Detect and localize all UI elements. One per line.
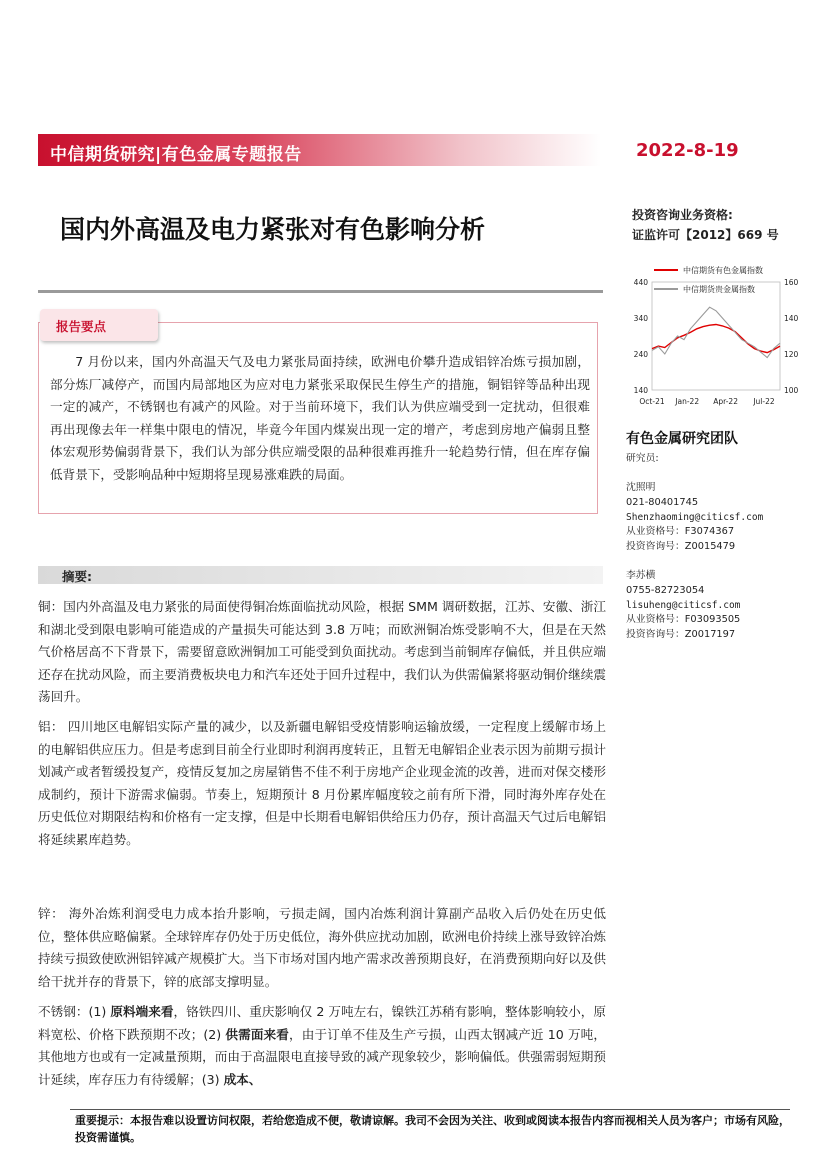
researcher-2-cert: 从业资格号：F03093505 — [626, 614, 741, 626]
key-points-tab-label: 报告要点 — [56, 319, 107, 334]
researcher-1-contact — [626, 481, 763, 555]
y-right-tick-label: 100 — [784, 386, 799, 395]
metal-index-chart — [620, 262, 810, 412]
steel-bold-3: 成本、 — [223, 1071, 262, 1087]
x-tick-label: Oct-21 — [639, 397, 665, 406]
researcher-1-phone: 021-80401745 — [626, 496, 699, 508]
abstract-header-bar — [38, 566, 603, 584]
legend-label-nonferrous: 中信期货有色金属指数 — [683, 266, 763, 275]
x-tick-label: Jul-22 — [753, 397, 775, 406]
abstract-label: 摘要: — [62, 569, 92, 584]
steel-text-2: ，铬铁四川、重庆影响仅 2 万吨左右，镍铁江苏稍有影响，整体影响较小，原料宽松、价格下跌预期不改；(2) — [38, 1004, 606, 1042]
legend-label-precious: 中信期货贵金属指数 — [683, 285, 755, 294]
y-left-tick-label: 440 — [633, 278, 648, 287]
qualification-label: 投资咨询业务资格: — [632, 208, 733, 222]
researcher-2-phone: 0755-82723054 — [626, 584, 705, 596]
plot-area — [652, 282, 780, 390]
y-left-tick-label: 240 — [633, 350, 648, 359]
y-right-tick-label: 120 — [784, 350, 799, 359]
x-tick-label: Apr-22 — [713, 397, 738, 406]
y-left-tick-label: 140 — [633, 386, 648, 395]
zinc-paragraph: 锌： 海外冶炼利润受电力成本抬升影响，亏损走阔，国内冶炼利润计算副产品收入后仍处在历史低位，整体供应略偏紧。全球锌库存仍处于历史低位，海外供应扰动加剧，欧洲电价持续上涨导致锌冶炼持续亏损致使欧洲铝锌减产规模扩大。当下市场对国内地产需求改善预期良好，在消费预期向好以及供给干扰并存的背景下，锌的底部支撑明显。 — [38, 906, 606, 989]
title-divider — [38, 290, 603, 293]
y-right-tick-label: 160 — [784, 278, 799, 287]
footer-divider — [70, 1109, 790, 1110]
steel-text-1: 不锈钢：(1) — [38, 1004, 111, 1019]
key-points-tab — [40, 309, 158, 341]
page-title: 国内外高温及电力紧张对有色影响分析 — [60, 215, 486, 244]
key-points-text: 7 月份以来，国内外高温天气及电力紧张局面持续，欧洲电价攀升造成铝锌冶炼亏损加剧，部分炼厂减停产，而国内局部地区为应对电力紧张采取保民生停生产的措施，铜铝锌等品种出现一定的减产，不锈钢也有减产的风险。对于当前环境下，我们认为供应端受到一定扰动，但很难再出现像去年一样集中限电的情况，毕竟今年国内煤炭出现一定的增产，考虑到房地产偏弱且整体宏观形势偏弱背景下，我们认为部分供应端受限的品种很难再推升一轮趋势行情，但在库存偏低背景下，受影响品种中短期将呈现易涨难跌的局面。 — [50, 354, 590, 482]
report-date: 2022-8-19 — [636, 140, 739, 161]
team-name: 有色金属研究团队 — [626, 431, 738, 447]
x-tick-label: Jan-22 — [675, 397, 700, 406]
researcher-1-cert: 从业资格号：F3074367 — [626, 526, 735, 538]
researcher-1-name: 沈照明 — [626, 482, 656, 493]
researcher-label: 研究员: — [626, 453, 659, 464]
researcher-1-email: Shenzhaoming@citicsf.com — [626, 511, 764, 523]
banner-text: 中信期货研究|有色金属专题报告 — [50, 145, 302, 165]
steel-bold-1: 原料端来看 — [110, 1004, 174, 1019]
researcher-2-email: lisuheng@citicsf.com — [626, 599, 741, 611]
qualification-license: 证监许可【2012】669 号 — [632, 228, 779, 242]
copper-paragraph: 铜：国内外高温及电力紧张的局面使得铜冶炼面临扰动风险，根据 SMM 调研数据，江苏、安徽、浙江和湖北受到限电影响可能造成的产量损失可能达到 3.8 万吨；而欧洲铜冶炼受影响不大，但是在天然气价格居高不下背景下，需要留意欧洲铜加工可能受到负面扰动。考虑到当前铜库存偏低，并且供应端还存在扰动风险，而主要消费板块电力和汽车还处于回升过程中，我们认为供需偏紧将驱动铜价继续震荡回升。 — [38, 599, 606, 705]
footer-disclaimer: 重要提示：本报告难以设置访问权限，若给您造成不便，敬请谅解。我司不会因为关注、收到或阅读本报告内容而视相关人员为客户；市场有风险，投资需谨慎。 — [75, 1114, 790, 1144]
nonferrous-index-line — [652, 325, 780, 353]
precious-index-line — [652, 307, 780, 357]
aluminum-paragraph: 铝： 四川地区电解铝实际产量的减少，以及新疆电解铝受疫情影响运输放缓，一定程度上缓解市场上的电解铝供应压力。但是考虑到目前全行业即时利润再度转正，且暂无电解铝企业表示因为前期亏损计划减产或者暂缓投复产，疫情反复加之房屋销售不佳不利于房地产企业现金流的改善，进而对保交楼形成制约，预计下游需求偏弱。节奏上，短期预计 8 月份累库幅度较之前有所下滑，同时海外库存处在历史低位对期限结构和价格有一定支撑，但是中长期看电解铝供给压力仍存，预计高温天气过后电解铝将延续累库趋势。 — [38, 719, 606, 847]
researcher-2-consult: 投资咨询号：Z0017197 — [626, 629, 736, 641]
y-right-tick-label: 140 — [784, 314, 799, 323]
steel-bold-2: 供需面来看 — [225, 1026, 290, 1042]
steel-text-3: ，由于订单不佳及生产亏损，山西太钢减产近 10 万吨，其他地方也或有一定减量预期，而由于高温限电直接导致的减产现象较少，影响偏低。供强需弱短期预计延续，库存压力有待缓解；(3) — [38, 1026, 606, 1087]
stainless-steel-paragraph — [38, 1001, 606, 1091]
researcher-2-name: 李苏横 — [626, 570, 656, 581]
researcher-1-consult: 投资咨询号：Z0015479 — [626, 541, 736, 553]
y-left-tick-label: 340 — [633, 314, 648, 323]
report-banner — [38, 134, 601, 166]
researcher-2-contact — [626, 569, 740, 643]
